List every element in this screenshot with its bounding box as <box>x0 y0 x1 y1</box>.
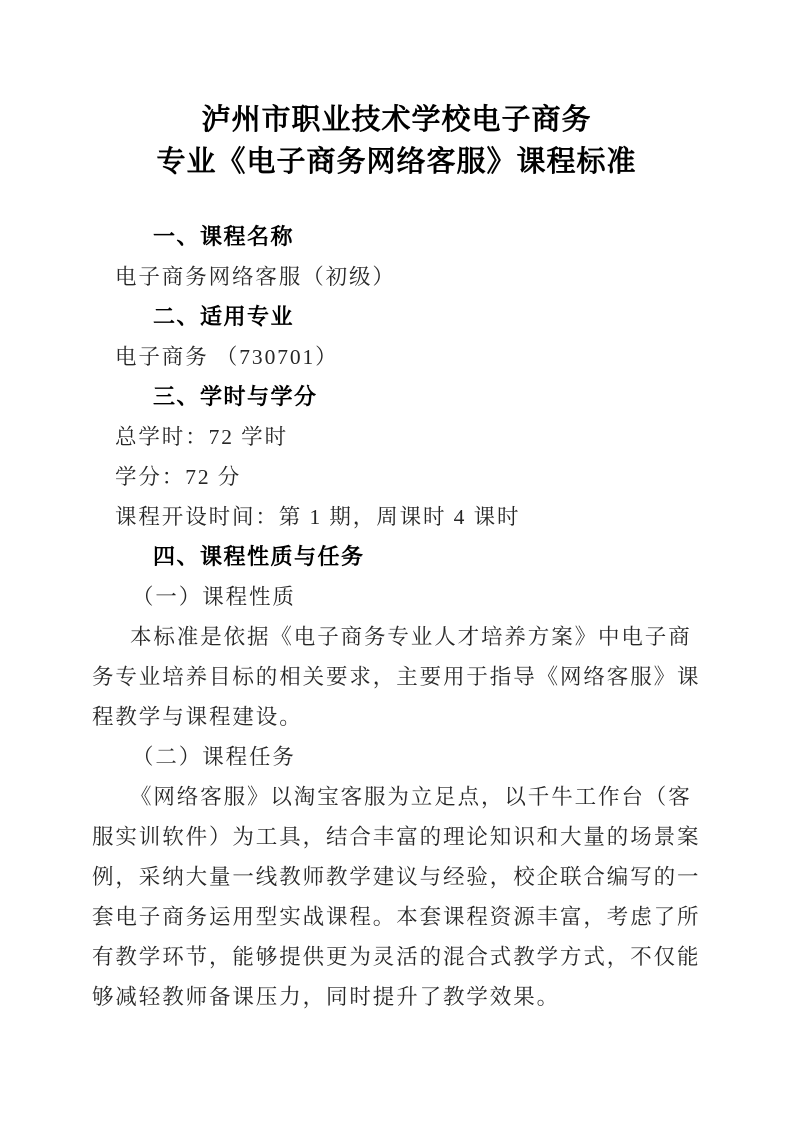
course-name-value: 电子商务网络客服（初级） <box>115 265 396 289</box>
document-body <box>92 217 732 1017</box>
paragraph-line: 程教学与课程建设。 <box>92 705 303 729</box>
paragraph-line: 够减轻教师备课压力，同时提升了教学效果。 <box>92 985 561 1009</box>
credits-value: 学分：72 分 <box>115 465 242 489</box>
document-title-line-1: 泸州市职业技术学校电子商务 <box>201 104 592 136</box>
paragraph-line: 本标准是依据《电子商务专业人才培养方案》中电子商 <box>130 625 692 649</box>
applicable-major-value: 电子商务 （730701） <box>115 345 339 369</box>
paragraph-line: 《网络客服》以淘宝客服为立足点，以千牛工作台（客 <box>130 785 692 809</box>
section-heading-applicable-major: 二、适用专业 <box>153 304 295 329</box>
course-schedule-value: 课程开设时间：第 1 期，周课时 4 课时 <box>115 505 521 529</box>
document-title <box>0 99 793 183</box>
paragraph-line: 服实训软件）为工具，结合丰富的理论知识和大量的场景案 <box>92 825 701 849</box>
paragraph-line: 有教学环节，能够提供更为灵活的混合式教学方式，不仅能 <box>92 945 701 969</box>
section-heading-course-name: 一、课程名称 <box>153 224 295 249</box>
paragraph-line: 务专业培养目标的相关要求，主要用于指导《网络客服》课 <box>92 665 701 689</box>
section-heading-nature-tasks: 四、课程性质与任务 <box>153 544 365 569</box>
subsection-heading-course-tasks: （二）课程任务 <box>132 745 296 769</box>
section-heading-hours-credits: 三、学时与学分 <box>153 384 318 409</box>
paragraph-line: 例，采纳大量一线教师教学建议与经验，校企联合编写的一 <box>92 865 701 889</box>
subsection-heading-course-nature: （一）课程性质 <box>132 585 296 609</box>
total-hours-value: 总学时：72 学时 <box>115 425 288 449</box>
paragraph-line: 套电子商务运用型实战课程。本套课程资源丰富，考虑了所 <box>92 905 701 929</box>
document-title-line-2: 专业《电子商务网络客服》课程标准 <box>156 146 637 178</box>
